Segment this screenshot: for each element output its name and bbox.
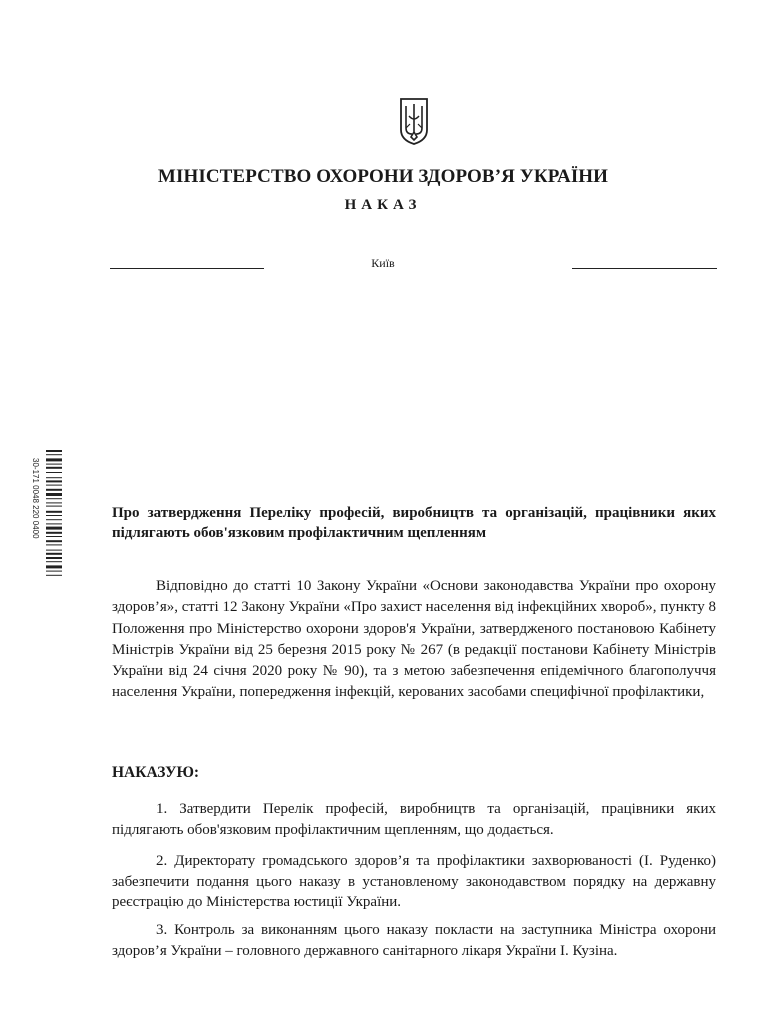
- barcode-bar: [46, 575, 62, 576]
- ministry-name: МІНІСТЕРСТВО ОХОРОНИ ЗДОРОВ’Я УКРАЇНИ: [157, 166, 609, 187]
- order-item: 2. Директорату громадського здоров’я та профілактики захворюваності (І. Руденко) забезпечити подання цього наказу в установленому законодавством порядку на державну реєстрацію до Міністерства юстиції України.: [112, 853, 716, 910]
- city-label: Київ: [371, 256, 395, 270]
- barcode-bar: [46, 565, 62, 568]
- barcode-bar: [46, 485, 62, 486]
- barcode-bar: [46, 450, 62, 452]
- barcode-bar: [46, 477, 62, 478]
- document-type: НАКАЗ: [344, 197, 422, 213]
- barcode-bar: [46, 532, 62, 534]
- barcode-bar: [46, 557, 62, 559]
- barcode-bar: [46, 544, 62, 545]
- number-line: [572, 268, 717, 269]
- barcode-bar: [46, 506, 62, 507]
- barcode-bar: [46, 489, 62, 491]
- preamble-paragraph: Відповідно до статті 10 Закону України «Основи законодавства України про охорону здоров’я», статті 12 Закону України «Про захист населення від інфекційних хвороб», пункту 8 Положення про Міністерство охорони здоров'я України, затвердженого постановою Кабінету Міністрів України від 25 березня 2015 року № 267 (в редакції постанови Кабінету Міністрів України від 24 січня 2020 року № 90), та з метою забезпечення епідемічного благополуччя населення України, попередження інфекцій, керованих засобами специфічної профілактики,: [112, 578, 716, 701]
- barcode-bar: [46, 511, 62, 513]
- barcode: [28, 448, 64, 612]
- barcode-bar: [46, 458, 62, 461]
- barcode-bar: [46, 519, 62, 520]
- barcode-text: 30-171 0048 220 0400: [31, 458, 40, 539]
- decree-heading: НАКАЗУЮ:: [112, 764, 200, 781]
- barcode-bar: [46, 493, 62, 496]
- barcode-bar: [46, 561, 62, 562]
- barcode-bar: [46, 472, 62, 473]
- barcode-bar: [46, 553, 62, 555]
- order-item: 1. Затвердити Перелік професій, виробництв та організацій, працівники яких підлягають обов'язковим профілактичним щепленням, що додається.: [112, 801, 716, 838]
- order-item: 3. Контроль за виконанням цього наказу покласти на заступника Міністра охорони здоров’я України – головного державного санітарного лікаря України І. Кузіна.: [112, 922, 716, 959]
- order-title: Про затвердження Переліку професій, виробництв та організацій, працівники яких підлягають обов'язковим профілактичним щепленням: [112, 505, 716, 541]
- barcode-bar: [46, 550, 62, 551]
- barcode-bar: [46, 502, 62, 503]
- barcode-bar: [46, 515, 62, 516]
- barcode-bar: [46, 480, 62, 482]
- barcode-bar: [46, 467, 62, 469]
- barcode-bar: [46, 536, 62, 537]
- trident-emblem-icon: [398, 96, 430, 146]
- barcode-bar: [46, 523, 62, 524]
- barcode-bar: [46, 571, 62, 572]
- barcode-bar: [46, 464, 62, 465]
- barcode-bar: [46, 540, 62, 542]
- barcode-bar: [46, 527, 62, 530]
- barcode-bar: [46, 454, 62, 455]
- barcode-bar: [46, 498, 62, 499]
